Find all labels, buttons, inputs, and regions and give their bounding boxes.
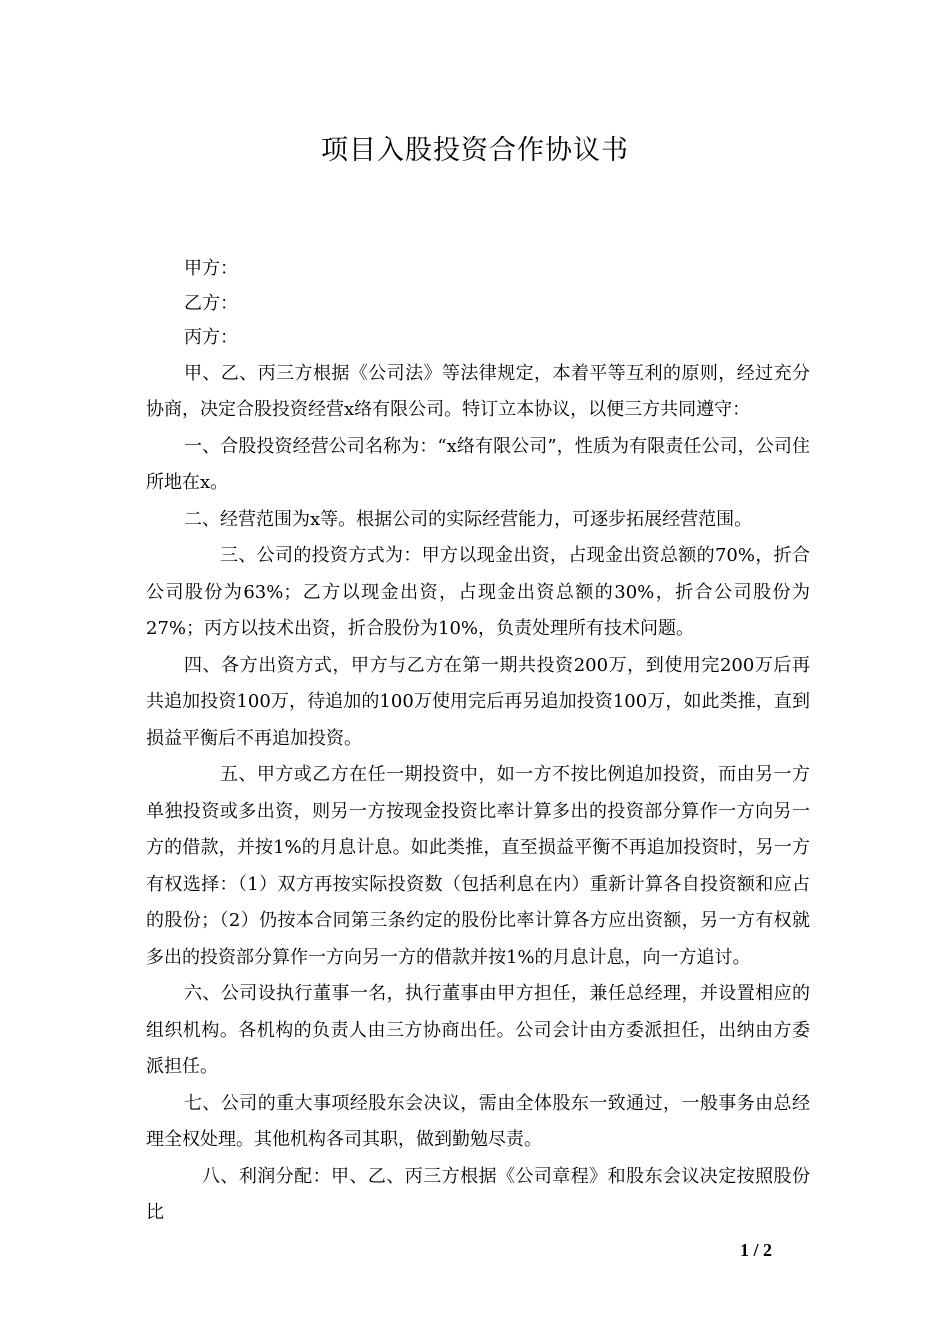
clause-5-paragraph: 五、甲方或乙方在任一期投资中，如一方不按比例追加投资，而由另一方单独投资或多出资，则另一方按现金投资比率计算多出的投资部分算作一方向另一方的借款，并按1%的月息计息。如此类推，直至损益平衡不再追加投资时，另一方有权选择：（1）双方再按实际投资数（包括利息在内）重新计算各自投资额和应占的股份；（2）仍按本合同第三条约定的股份比率计算各方应出资额，另一方有权就多出的投资部分算作一方向另一方的借款并按1%的月息计息，向一方追讨。 [146,764,810,968]
clause-2-paragraph: 二、经营范围为x等。根据公司的实际经营能力，可逐步拓展经营范围。 [184,508,753,530]
clause-4-paragraph: 四、各方出资方式，甲方与乙方在第一期共投资200万，到使用完200万后再共追加投资100万，待追加的100万使用完后再另追加投资100万，如此类推，直到损益平衡后不再追加投资。 [146,654,810,749]
document-body [146,252,810,1232]
clause-6-paragraph: 六、公司设执行董事一名，执行董事由甲方担任，兼任总经理，并设置相应的组织机构。各机构的负责人由三方协商出任。公司会计由方委派担任，出纳由方委派担任。 [146,983,810,1077]
clause-3-paragraph: 三、公司的投资方式为：甲方以现金出资，占现金出资总额的70%，折合公司股份为63%；乙方以现金出资，占现金出资总额的30%，折合公司股份为27%；丙方以技术出资，折合股份为10%，负责处理所有技术问题。 [146,545,810,639]
party-a-label: 甲方： [184,258,238,279]
clause-7-paragraph: 七、公司的重大事项经股东会决议，需由全体股东一致通过，一般事务由总经理全权处理。其他机构各司其职，做到勤勉尽责。 [146,1092,810,1150]
clause-1-paragraph: 一、合股投资经营公司名称为：“x络有限公司”，性质为有限责任公司，公司住所地在x。 [146,435,810,493]
document-title: 项目入股投资合作协议书 [321,135,629,166]
preamble-paragraph: 甲、乙、丙三方根据《公司法》等法律规定，本着平等互利的原则，经过充分协商，决定合股投资经营x络有限公司。特订立本协议，以便三方共同遵守： [146,362,810,420]
clause-8-paragraph: 八、利润分配：甲、乙、丙三方根据《公司章程》和股东会议决定按照股份比 [146,1165,810,1223]
party-c-label: 丙方： [184,327,238,348]
page-number: 1 / 2 [740,1240,773,1260]
party-b-label: 乙方： [184,292,238,314]
